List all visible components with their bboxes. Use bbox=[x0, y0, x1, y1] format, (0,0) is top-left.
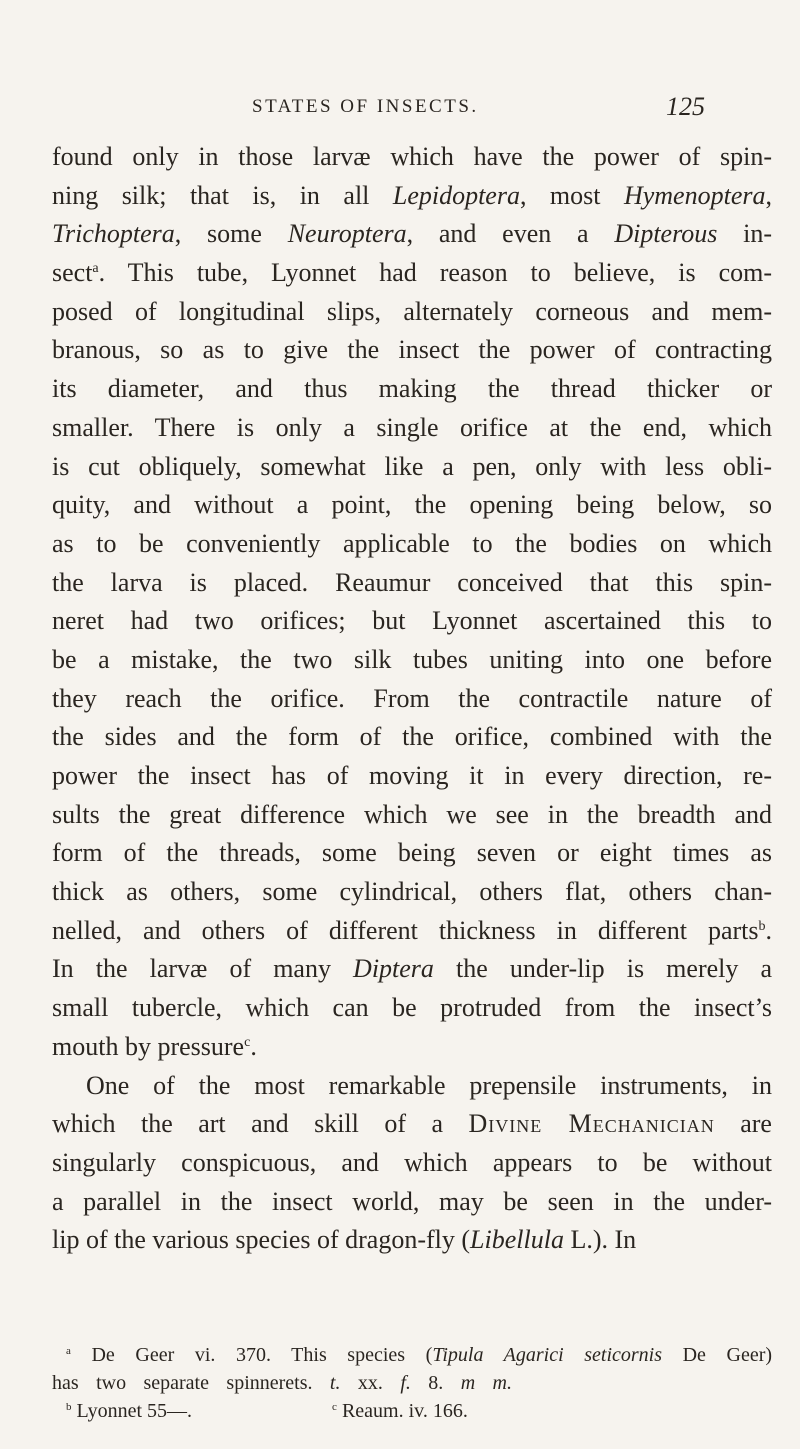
footnote-a-line-1: $^a$ De Geer vi. 370. This species (Tipula Agarici seticornis De Geer) bbox=[66, 1344, 773, 1366]
footnote-bc-line bbox=[52, 1397, 772, 1425]
italic-term: Diptera bbox=[353, 954, 434, 984]
text-line: posed of longitudinal slips, alternately corneous and mem- bbox=[52, 296, 772, 326]
text-line: In the larvæ of many Diptera the under-lip is merely a bbox=[52, 954, 772, 984]
text-line: as to be conveniently applicable to the bodies on which bbox=[52, 528, 772, 558]
text-line: singularly conspicuous, and which appears to be without bbox=[52, 1147, 772, 1177]
text-line: be a mistake, the two silk tubes uniting into one before bbox=[52, 644, 772, 674]
italic-term: Libellula bbox=[470, 1225, 564, 1255]
text-line: thick as others, some cylindrical, others flat, others chan- bbox=[52, 877, 772, 907]
footnote-c-mark: c bbox=[332, 1401, 337, 1413]
footnote-a-line-2: has two separate spinnerets. t. xx. f. 8. m m. bbox=[52, 1372, 513, 1394]
running-title: STATES OF INSECTS. bbox=[252, 96, 479, 117]
text-line: power the insect has of moving it in every direction, re- bbox=[52, 761, 772, 790]
small-caps-term: Divine Mechanician bbox=[468, 1109, 715, 1139]
footnote-species: Tipula Agarici seticornis bbox=[432, 1344, 663, 1366]
text-line: branous, so as to give the insect the power of contracting bbox=[52, 335, 772, 365]
text-line: is cut obliquely, somewhat like a pen, only with less obli- bbox=[52, 451, 772, 481]
text-line: they reach the orifice. From the contractile nature of bbox=[52, 683, 772, 713]
italic-term: Neuroptera bbox=[287, 219, 407, 249]
footnote-ref: a bbox=[92, 261, 99, 277]
text-line: small tubercle, which can be protruded from the insect’s bbox=[52, 993, 772, 1023]
text-line: form of the threads, some being seven or eight times as bbox=[52, 838, 772, 868]
text-line: Trichoptera, some Neuroptera, and even a Dipterous in- bbox=[52, 219, 772, 249]
text-line: sults the great difference which we see in the breadth and bbox=[52, 799, 772, 829]
page-number: 125 bbox=[666, 92, 705, 121]
footnote-a-mark: a bbox=[66, 1345, 71, 1357]
text-line: mouth by pressure$^c$. bbox=[52, 1031, 257, 1061]
text-line: the larva is placed. Reaumur conceived that this spin- bbox=[52, 567, 772, 597]
text-line: One of the most remarkable prepensile instruments, in bbox=[86, 1070, 772, 1100]
text-line: found only in those larvæ which have the power of spin- bbox=[52, 142, 772, 171]
footnote-c-text: Reaum. iv. 166. bbox=[341, 1400, 468, 1422]
footnotes bbox=[52, 1341, 772, 1425]
running-head bbox=[240, 92, 705, 124]
italic-term: Hymenoptera bbox=[623, 180, 766, 210]
italic-term: Lepidoptera bbox=[392, 180, 520, 210]
text-line: nelled, and others of different thickness in different parts$^b$. bbox=[52, 915, 772, 945]
text-line: its diameter, and thus making the thread thicker or bbox=[52, 374, 772, 404]
body-text bbox=[52, 138, 772, 1260]
italic-term: Dipterous bbox=[614, 219, 718, 249]
footnote-b-text: Lyonnet 55—. bbox=[76, 1400, 193, 1422]
footnote-b-mark: b bbox=[66, 1401, 72, 1413]
text-line: quity, and without a point, the opening being below, so bbox=[52, 490, 772, 520]
text-line: smaller. There is only a single orifice at the end, which bbox=[52, 412, 772, 442]
footnote-ref: c bbox=[244, 1034, 251, 1050]
italic-term: Trichoptera bbox=[52, 219, 175, 249]
text-line: ning silk; that is, in all Lepidoptera, most Hymenoptera, bbox=[52, 180, 772, 210]
text-line: which the art and skill of a Divine Mechanician are bbox=[52, 1109, 772, 1139]
text-line: the sides and the form of the orifice, combined with the bbox=[52, 722, 772, 752]
text-line: a parallel in the insect world, may be seen in the under- bbox=[52, 1186, 772, 1216]
text-line: sect$^a$. This tube, Lyonnet had reason to believe, is com- bbox=[52, 258, 772, 288]
text-line: neret had two orifices; but Lyonnet ascertained this to bbox=[52, 606, 772, 636]
footnote-ref: b bbox=[758, 918, 766, 934]
text-line: lip of the various species of dragon-fly (Libellula L.). In bbox=[52, 1225, 637, 1255]
